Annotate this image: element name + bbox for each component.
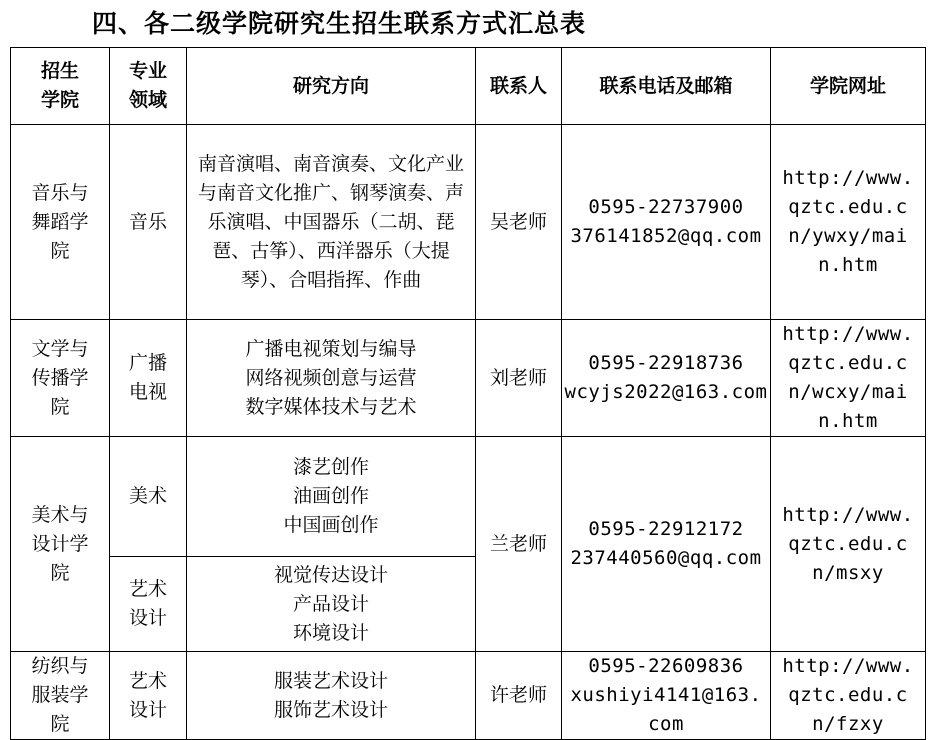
direction-line: 中国画创作 <box>283 514 379 536</box>
website-link[interactable]: http://www.qztc.edu.cn/wcxy/main.htm <box>782 323 914 432</box>
field-cell: 广播电视 <box>110 320 187 437</box>
header-college: 招生学院 <box>11 48 110 125</box>
college-cell: 纺织与服装学院 <box>11 652 110 740</box>
phone-email-cell <box>562 125 771 320</box>
direction-cell <box>187 557 476 652</box>
direction-line: 油画创作 <box>292 485 369 507</box>
website-cell <box>771 437 926 652</box>
phone-email-cell <box>562 652 771 740</box>
website-link[interactable]: http://www.qztc.edu.cn/fzxy <box>782 655 914 735</box>
page-title: 四、各二级学院研究生招生联系方式汇总表 <box>92 9 587 38</box>
phone-number: 0595-22737900 <box>588 196 744 218</box>
table-row <box>11 437 926 557</box>
phone-number: 0595-22609836 <box>588 655 744 677</box>
college-cell: 文学与传播学院 <box>11 320 110 437</box>
header-website: 学院网址 <box>771 48 926 125</box>
direction-line: 服饰艺术设计 <box>273 698 388 721</box>
contact-cell: 许老师 <box>476 652 562 740</box>
college-cell: 音乐与舞蹈学院 <box>11 125 110 320</box>
field-cell: 艺术设计 <box>110 557 187 652</box>
phone-number: 0595-22912172 <box>588 518 744 540</box>
direction-line: 数字媒体技术与艺术 <box>245 395 417 418</box>
field-cell: 美术 <box>110 437 187 557</box>
direction-cell: 南音演唱、南音演奏、文化产业与南音文化推广、钢琴演奏、声乐演唱、中国器乐（二胡、琵琶、古筝）、西洋器乐（大提琴）、合唱指挥、作曲 <box>187 125 476 320</box>
website-cell <box>771 125 926 320</box>
header-contact: 联系人 <box>476 48 562 125</box>
header-field: 专业领域 <box>110 48 187 125</box>
contact-cell: 刘老师 <box>476 320 562 437</box>
website-cell <box>771 652 926 740</box>
direction-cell <box>187 652 476 740</box>
header-row <box>11 48 926 125</box>
header-direction: 研究方向 <box>187 48 476 125</box>
direction-line: 服装艺术设计 <box>273 669 388 692</box>
direction-line: 网络视频创意与运营 <box>245 366 417 389</box>
field-cell: 艺术设计 <box>110 652 187 740</box>
college-cell: 美术与设计学院 <box>11 437 110 652</box>
direction-line: 产品设计 <box>292 592 369 615</box>
direction-cell <box>187 437 476 557</box>
phone-email-cell <box>562 320 771 437</box>
email-address: xushiyi4141@163.com <box>570 684 762 735</box>
website-link[interactable]: http://www.qztc.edu.cn/msxy <box>782 503 914 584</box>
direction-line: 环境设计 <box>292 621 369 644</box>
contacts-table <box>10 47 926 740</box>
email-address: 237440560@qq.com <box>570 547 762 569</box>
direction-line: 广播电视策划与编导 <box>245 337 417 360</box>
header-phone-email: 联系电话及邮箱 <box>562 48 771 125</box>
direction-cell <box>187 320 476 437</box>
table-row <box>11 652 926 740</box>
email-address: 376141852@qq.com <box>570 225 762 247</box>
direction-line: 视觉传达设计 <box>273 563 388 586</box>
contact-cell: 兰老师 <box>476 437 562 652</box>
contact-cell: 吴老师 <box>476 125 562 320</box>
field-cell: 音乐 <box>110 125 187 320</box>
direction-line: 漆艺创作 <box>292 456 369 478</box>
phone-email-cell <box>562 437 771 652</box>
table-row <box>11 125 926 320</box>
email-address: wcyjs2022@163.com <box>564 381 768 403</box>
website-link[interactable]: http://www.qztc.edu.cn/ywxy/main.htm <box>782 167 914 276</box>
website-cell <box>771 320 926 437</box>
phone-number: 0595-22918736 <box>588 352 744 374</box>
table-row <box>11 320 926 437</box>
